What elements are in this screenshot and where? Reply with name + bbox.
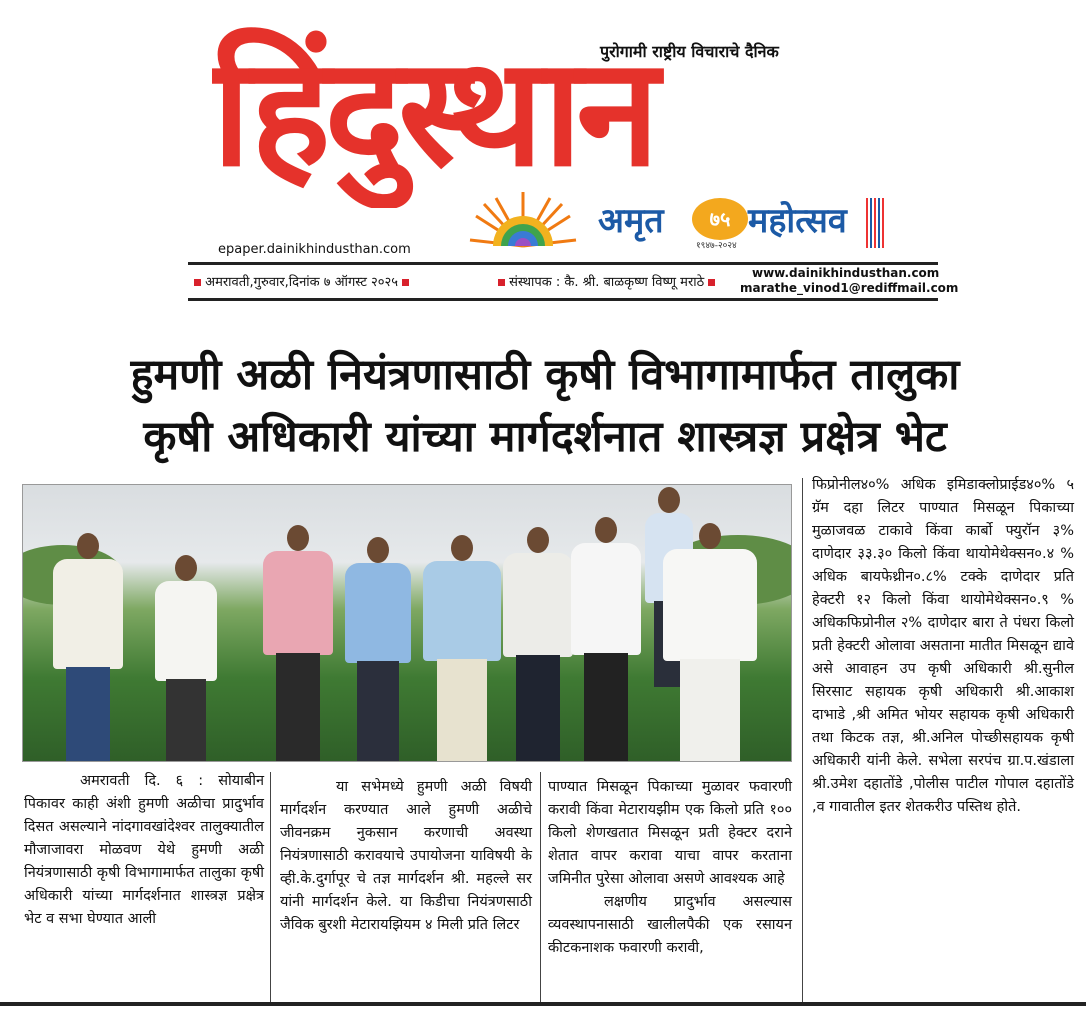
article-column-1 (24, 770, 264, 931)
column-divider (802, 478, 803, 1002)
article-headline (30, 344, 1060, 468)
divider (188, 298, 938, 301)
decorative-stripes-icon (866, 198, 884, 248)
date-text: अमरावती,गुरुवार,दिनांक ७ ऑगस्ट २०२५ (205, 275, 399, 290)
person (571, 517, 641, 762)
sun-emblem-icon (468, 190, 578, 252)
person (345, 537, 411, 762)
article-paragraph: पाण्यात मिसळून पिकाच्या मुळावर फवारणी करावी किंवा मेटारायझीम एक किलो प्रति १०० किलो शेणखतात मिसळून प्रती हेक्टर दराने शेतात वापर करावा याचा वापर करताना जमिनीत पुरेसा ओलावा असणे आवश्यक आहे (548, 779, 792, 887)
epaper-url: epaper.dainikhindusthan.com (218, 242, 411, 257)
person (53, 533, 123, 762)
article-paragraph: फिप्रोनील४०% अधिक इमिडाक्लोप्राईड४०% ५ ग्रॅम दहा लिटर पाण्यात मिसळून पिकाच्या मुळाजवळ टाकावे किंवा कार्बो फ्युरॉन ३% दाणेदार ३३.३० किलो किंवा थायोमेथेक्सन०.४ % अधिक बायफेथ्रीन०.८% टक्के दाणेदार प्रति हेक्टरी १२ किलो किंवा थायोमेथेक्सन०.९ % अधिकफिप्रोनील २% दाणेदार बारा ते पंधरा किलो प्रती हेक्टरी ओलावा असताना मातीत मिसळून द्यावे असे आवाहन उप कृषी अधिकारी श्री.सुनील सिरसाट सहायक कृषी अधिकारी श्री.आकाश दाभाडे ,श्री अमित भोयर सहायक कृषी अधिकारी तथा किटक तज्ञ, श्री.अनिल पोच्छीसहायक कृषी अधिकारी यांनी केले. सभेला सरपंच ग्रा.प.खंडाला श्री.उमेश दहातोंडे ,पोलीस पाटील गोपाल दहातोंडे ,व गावातील इतर शेतकरीउ पस्तिथ होते. (812, 477, 1074, 815)
person (503, 527, 573, 762)
person (263, 525, 333, 762)
founder-line (498, 272, 715, 290)
mahotsav-label: महोत्सव (748, 201, 847, 241)
person (423, 535, 501, 762)
newspaper-tagline: पुरोगामी राष्ट्रीय विचाराचे दैनिक (600, 42, 779, 61)
column-divider (540, 772, 541, 1002)
founder-text: संस्थापक : कै. श्री. बाळकृष्ण विष्णू मराठे (509, 275, 705, 290)
bullet-square-icon (708, 279, 715, 286)
article-photo (22, 484, 792, 762)
amrut-years: १९४७-२०२४ (696, 241, 737, 251)
date-line (194, 272, 409, 290)
article-column-4 (812, 474, 1074, 819)
bottom-rule (0, 1002, 1086, 1006)
person (155, 555, 217, 762)
newspaper-logo: हिंदुस्थान (212, 26, 654, 200)
info-bar (188, 262, 959, 302)
article-paragraph: या सभेमध्ये हुमणी अळी विषयी मार्गदर्शन करण्यात आले हुमणी अळीचे जीवनक्रम नुकसान करणाची अवस्था नियंत्रणासाठी करावयाचे उपायोजना याविषयी के व्ही.के.दुर्गापूर चे तज्ञ मार्गदर्शन श्री. महल्ले सर यांनी मार्गदर्शन केले. या किडीचा नियंत्रणसाठी जैविक बुरशी मेटारायझियम ४ मिली प्रति लिटर (280, 779, 532, 933)
amrut-label: अमृत (598, 201, 664, 241)
article-paragraph: अमरावती दि. ६ : सोयाबीन पिकावर काही अंशी हुमणी अळीचा प्रादुर्भाव दिसत असल्याने नांदगावखांदेश्वर तालुक्यातील मौजाजावरा मोळवण येथे हुमणी अळी नियंत्रणासाठी कृषी विभागामार्फत तालुका कृषी अधिकारी यांच्या मार्गदर्शनात शास्त्रज्ञ प्रक्षेत्र भेट व सभा घेण्यात आली (24, 773, 264, 927)
email: marathe_vinod1@rediffmail.com (740, 281, 959, 295)
amrut-number-badge: ७५ (692, 198, 748, 240)
article-column-3 (548, 776, 792, 960)
divider (188, 262, 938, 265)
article-paragraph: लक्षणीय प्रादुर्भाव असल्यास व्यवस्थापनासाठी खालीलपैकी एक रसायन कीटकनाशक फवारणी करावी, (548, 894, 792, 956)
bullet-square-icon (194, 279, 201, 286)
headline-line-1: हुमणी अळी नियंत्रणासाठी कृषी विभागामार्फत तालुका (130, 350, 960, 400)
column-divider (270, 772, 271, 1002)
article-column-2 (280, 776, 532, 937)
bullet-square-icon (498, 279, 505, 286)
amrut-mahotsav-logo (598, 188, 883, 258)
bullet-square-icon (402, 279, 409, 286)
website: www.dainikhindusthan.com (752, 266, 940, 280)
headline-line-2: कृषी अधिकारी यांच्या मार्गदर्शनात शास्त्रज्ञ प्रक्षेत्र भेट (143, 412, 947, 462)
person (663, 523, 757, 762)
